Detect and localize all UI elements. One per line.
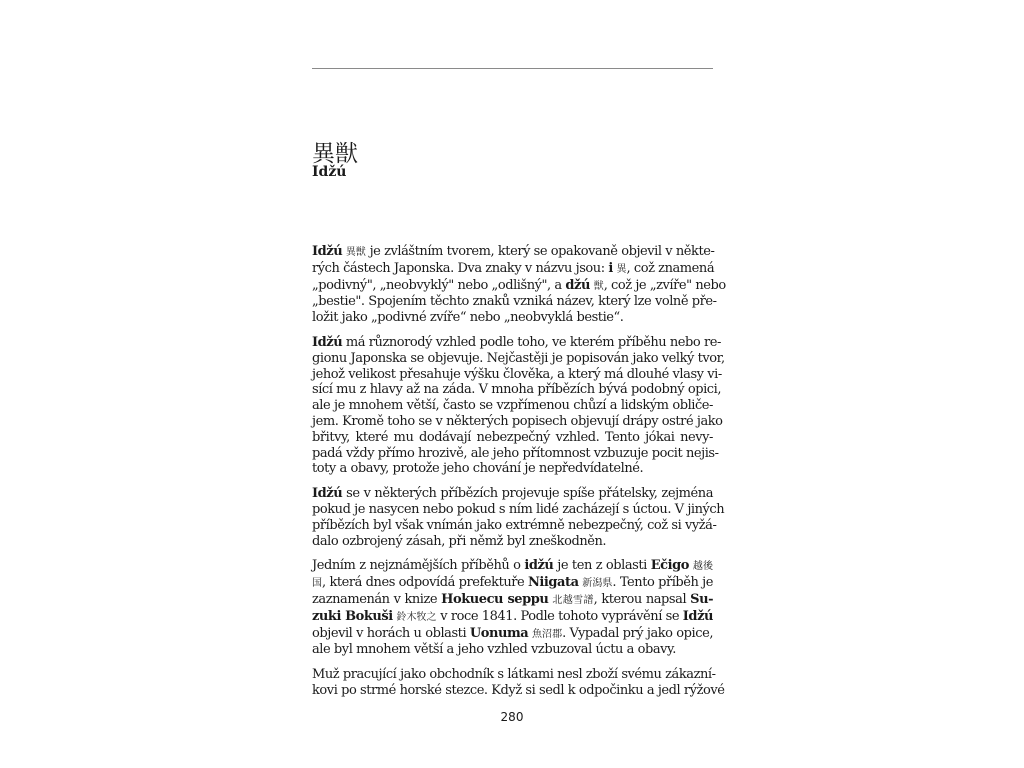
text-run: objevil v horách u oblasti <box>312 625 470 641</box>
text-line <box>312 486 713 502</box>
text-line <box>312 277 726 295</box>
paragraph-2 <box>312 334 725 477</box>
text-run: v roce 1841. Podle tohoto vyprávění se <box>436 608 683 624</box>
kanji-inline: 北越雪譜 <box>552 594 594 606</box>
text-run: rých částech Japonska. Dva znaky v názvu jsou: <box>312 260 609 276</box>
term-bold: i <box>608 260 613 276</box>
text-run: Jedním z nejznámějších příběhů o <box>312 558 525 574</box>
text-run: . Vypadal prý jako opice, <box>562 625 713 641</box>
text-line: ložit jako „podivné zvíře“ nebo „neobvyklá bestie“. <box>312 310 624 326</box>
text-line <box>312 261 713 278</box>
text-line <box>312 575 713 592</box>
text-line: jehož velikost přesahuje výšku člověka, a který má dlouhé vlasy vi- <box>312 366 722 382</box>
term-bold: Idžú <box>312 244 343 259</box>
text-line: jem. Kromě toho se v některých popisech objevují drápy ostré jako <box>312 413 723 429</box>
text-line: sící mu z hlavy až na záda. V mnoha příbězích bývá podobný opici, <box>312 382 722 398</box>
term-bold: Uonuma <box>469 625 529 641</box>
entry-body <box>312 244 726 708</box>
term-bold: džú <box>565 277 590 293</box>
paragraph-3 <box>312 486 725 549</box>
text-line: Muž pracující jako obchodník s látkami nesl zboží svému zákazní- <box>312 667 716 683</box>
text-run: , kterou napsal <box>593 591 691 607</box>
text-line: ale je mnohem větší, často se vzpřímenou chůzí a lidským obliče- <box>312 398 713 414</box>
text-run: má různorodý vzhled podle toho, ve kterém příběhu nebo re- <box>342 334 721 350</box>
term-bold: Su- <box>690 591 714 607</box>
term-bold: Idžú <box>312 334 343 350</box>
kanji-inline: 魚沼郡 <box>532 628 563 640</box>
paragraph-5 <box>312 667 725 699</box>
term-bold: zuki Bokuši <box>312 608 393 624</box>
term-bold: idžú <box>524 558 554 574</box>
text-line <box>312 244 713 261</box>
text-line: pokud je nasycen nebo pokud s ním lidé zacházejí s úctou. V jiných <box>312 501 725 517</box>
text-line <box>312 592 713 609</box>
text-line: břitvy, které mu dodávají nebezpečný vzhled. Tento jókai nevy- <box>312 429 713 445</box>
text-line: dalo ozbrojený zásah, při němž byl zneškodněn. <box>312 533 607 549</box>
paragraph-1 <box>312 244 726 326</box>
text-line: padá vždy přímo hrozivě, ale jeho přítomnost vzbuzuje pocit nejis- <box>312 445 719 461</box>
text-run: , což je „zvíře" nebo <box>603 277 726 293</box>
text-run: , která dnes odpovídá prefektuře <box>322 575 528 591</box>
text-run: je zvláštním tvorem, který se opakovaně objevil v někte- <box>365 244 715 259</box>
header-rule <box>312 68 713 69</box>
text-run: . Tento příběh je <box>612 575 714 591</box>
kanji-inline: 新潟県 <box>582 578 613 590</box>
entry-kanji-title: 異獣 <box>312 141 358 168</box>
text-run: „podivný", „neobvyklý" nebo „odlišný", a <box>312 277 566 293</box>
kanji-inline: 異 <box>616 263 627 275</box>
text-run: , což znamená <box>626 260 715 276</box>
text-line: kovi po strmé horské stezce. Když si sedl k odpočinku a jedl rýžové <box>312 682 725 698</box>
kanji-inline: 獣 <box>593 280 604 292</box>
term-bold: Idžú <box>312 486 343 502</box>
text-line: toty a obavy, protože jeho chování je nepředvídatelné. <box>312 461 644 477</box>
kanji-inline: 国 <box>312 578 323 590</box>
term-bold: Idžú <box>682 608 714 624</box>
text-line: gionu Japonska se objevuje. Nejčastěji je popisován jako velký tvor, <box>312 350 725 366</box>
text-line <box>312 334 721 351</box>
text-line <box>312 626 713 643</box>
text-run: se v některých příbězích projevuje spíše přátelsky, zejména <box>342 486 713 502</box>
text-line <box>312 558 713 575</box>
paragraph-4 <box>312 558 713 658</box>
kanji-inline: 鈴木牧之 <box>396 611 437 623</box>
text-line <box>312 609 713 626</box>
page-number: 280 <box>500 710 524 724</box>
term-bold: Ečigo <box>650 558 689 574</box>
entry-romaji-title: Idžú <box>312 164 347 180</box>
text-run: je ten z oblasti <box>553 558 651 574</box>
text-run: zaznamenán v knize <box>312 591 442 607</box>
text-line: příbězích byl však vnímán jako extrémně nebezpečný, což si vyžá- <box>312 517 717 533</box>
term-bold: Hokuecu seppu <box>441 591 549 607</box>
text-line: ale byl mnohem větší a jeho vzhled vzbuzoval úctu a obavy. <box>312 642 676 658</box>
kanji-inline: 異獣 <box>345 247 366 258</box>
kanji-inline: 越後 <box>692 561 713 573</box>
text-line: „bestie". Spojením těchto znaků vzniká název, který lze volně pře- <box>312 294 717 310</box>
term-bold: Niigata <box>528 575 579 591</box>
